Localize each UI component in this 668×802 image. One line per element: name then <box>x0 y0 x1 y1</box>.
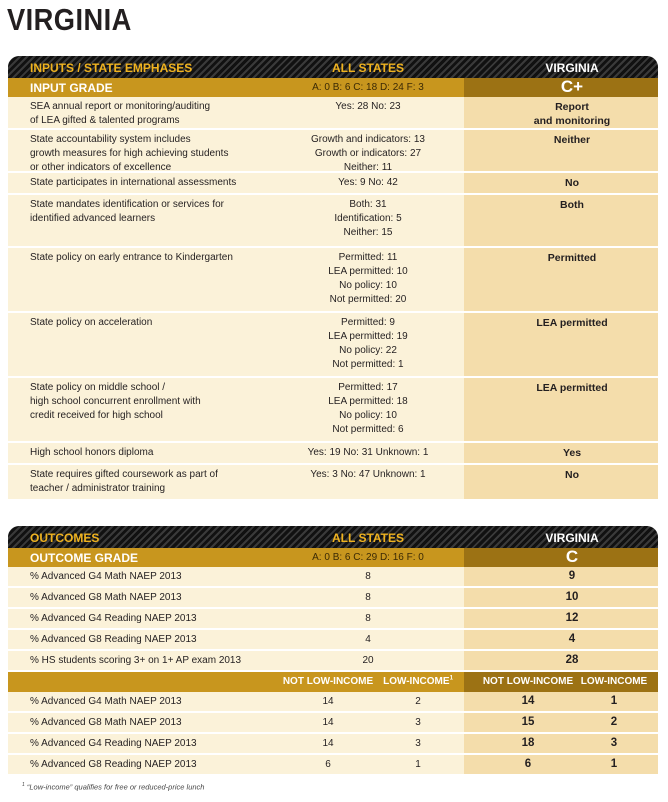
outcome-rows <box>8 567 658 672</box>
input-row <box>8 378 658 443</box>
page-title: VIRGINIA <box>7 2 132 37</box>
income-state-low: 3 <box>610 737 618 749</box>
input-row-label: State accountability system includes growth measures for high achieving students or other indicators of excellence <box>30 134 229 173</box>
outcomes-header-label: OUTCOMES <box>30 531 100 545</box>
input-grade-row <box>8 78 658 97</box>
income-state-not-low: 18 <box>521 737 535 749</box>
income-all-not-low: 14 <box>322 717 334 728</box>
input-row <box>8 465 658 501</box>
income-label: % Advanced G8 Reading NAEP 2013 <box>30 759 197 770</box>
input-row-state-value: No <box>464 465 658 499</box>
input-row-all-states: Permitted: 11 LEA permitted: 10 No policy: 10 Not permitted: 20 <box>328 252 408 305</box>
input-row <box>8 130 658 173</box>
low-income-header: LOW-INCOME$^1$ <box>383 675 453 687</box>
income-state-not-low: 6 <box>524 758 532 770</box>
income-row <box>8 692 658 713</box>
state-low-income-header: LOW-INCOME <box>580 676 648 687</box>
outcome-row <box>8 651 658 672</box>
footnote: $^1$ “Low-income” qualifies for free or reduced-price lunch <box>22 782 205 792</box>
input-row-state-value: Yes <box>464 443 658 463</box>
outcome-grade-value: C <box>565 547 579 566</box>
input-row-label: SEA annual report or monitoring/auditing of LEA gifted & talented programs <box>30 101 211 126</box>
inputs-panel <box>8 56 658 501</box>
outcome-grade-distribution: A: 0 B: 6 C: 29 D: 16 F: 0 <box>312 552 424 563</box>
input-row-all-states: Yes: 3 No: 47 Unknown: 1 <box>310 469 426 480</box>
input-row <box>8 313 658 378</box>
income-all-low: 3 <box>415 717 421 728</box>
input-row-label: State participates in international assessments <box>30 177 237 188</box>
low-income-footnote-mark: 1 <box>449 675 453 682</box>
all-states-header: ALL STATES <box>332 61 404 75</box>
input-row-all-states: Permitted: 9 LEA permitted: 19 No policy: 22 Not permitted: 1 <box>328 317 408 370</box>
income-label: % Advanced G4 Reading NAEP 2013 <box>30 738 197 749</box>
income-all-low: 1 <box>415 759 421 770</box>
all-states-header: ALL STATES <box>332 531 404 545</box>
outcome-grade-label: OUTCOME GRADE <box>30 551 138 565</box>
input-row-state-value: LEA permitted <box>464 313 658 376</box>
income-state-not-low: 14 <box>521 695 535 707</box>
income-state-not-low: 15 <box>521 716 535 728</box>
input-row <box>8 443 658 465</box>
income-row <box>8 755 658 776</box>
input-row <box>8 97 658 130</box>
input-row-all-states: Yes: 19 No: 31 Unknown: 1 <box>307 447 429 458</box>
input-row-all-states: Both: 31 Identification: 5 Neither: 15 <box>334 199 402 238</box>
income-state-low: 1 <box>610 695 618 707</box>
input-row <box>8 248 658 313</box>
input-row-label: State policy on early entrance to Kindergarten <box>30 252 233 263</box>
input-grade-label: INPUT GRADE <box>30 81 113 95</box>
outcome-row <box>8 630 658 651</box>
outcome-label: % Advanced G4 Reading NAEP 2013 <box>30 613 197 624</box>
outcome-row <box>8 567 658 588</box>
outcomes-header <box>8 526 658 548</box>
income-subheader <box>8 672 658 692</box>
outcome-all-states: 20 <box>362 655 374 666</box>
input-row-state-value: Report and monitoring <box>464 97 658 128</box>
outcome-label: % Advanced G8 Reading NAEP 2013 <box>30 634 197 645</box>
input-row-label: State policy on acceleration <box>30 317 153 328</box>
state-not-low-income-header: NOT LOW-INCOME <box>482 676 574 687</box>
outcome-state-value: 12 <box>565 612 579 624</box>
income-all-not-low: 14 <box>322 738 334 749</box>
input-row-state-value: Both <box>464 195 658 246</box>
input-row-label: State policy on middle school / high school concurrent enrollment with credit received for high school <box>30 382 201 421</box>
income-all-not-low: 14 <box>322 696 334 707</box>
income-state-low: 2 <box>610 716 618 728</box>
input-row <box>8 195 658 248</box>
state-header: VIRGINIA <box>545 61 599 75</box>
outcome-label: % HS students scoring 3+ on 1+ AP exam 2013 <box>30 655 242 666</box>
input-row-label: State requires gifted coursework as part of teacher / administrator training <box>30 469 218 494</box>
income-state-low: 1 <box>610 758 618 770</box>
outcome-all-states: 8 <box>365 613 371 624</box>
income-rows <box>8 692 658 776</box>
input-rows <box>8 97 658 501</box>
outcome-all-states: 8 <box>365 592 371 603</box>
outcome-label: % Advanced G8 Math NAEP 2013 <box>30 592 182 603</box>
outcome-state-value: 28 <box>565 654 579 666</box>
input-row-state-value: LEA permitted <box>464 378 658 441</box>
outcomes-panel <box>8 526 658 776</box>
income-label: % Advanced G4 Math NAEP 2013 <box>30 696 182 707</box>
income-all-low: 3 <box>415 738 421 749</box>
input-row-all-states: Permitted: 17 LEA permitted: 18 No policy: 10 Not permitted: 6 <box>328 382 408 435</box>
outcome-grade-row <box>8 548 658 567</box>
input-row-state-value: No <box>464 173 658 193</box>
outcome-state-value: 9 <box>568 570 576 582</box>
outcome-state-value: 10 <box>565 591 579 603</box>
input-row <box>8 173 658 195</box>
input-row-state-value: Neither <box>464 130 658 171</box>
outcome-all-states: 8 <box>365 571 371 582</box>
income-label: % Advanced G8 Math NAEP 2013 <box>30 717 182 728</box>
state-header: VIRGINIA <box>545 531 599 545</box>
input-row-all-states: Yes: 9 No: 42 <box>338 177 398 188</box>
outcome-state-value: 4 <box>568 633 576 645</box>
income-all-not-low: 6 <box>325 759 331 770</box>
outcome-label: % Advanced G4 Math NAEP 2013 <box>30 571 182 582</box>
input-row-state-value: Permitted <box>464 248 658 311</box>
outcome-row <box>8 609 658 630</box>
input-grade-distribution: A: 0 B: 6 C: 18 D: 24 F: 3 <box>312 82 424 93</box>
input-row-all-states: Yes: 28 No: 23 <box>335 101 401 112</box>
inputs-header <box>8 56 658 78</box>
input-grade-value: C+ <box>560 77 584 96</box>
input-row-label: State mandates identification or services for identified advanced learners <box>30 199 224 224</box>
inputs-header-label: INPUTS / STATE EMPHASES <box>30 61 193 75</box>
input-row-label: High school honors diploma <box>30 447 154 458</box>
not-low-income-header: NOT LOW-INCOME <box>282 676 374 687</box>
outcome-all-states: 4 <box>365 634 371 645</box>
income-row <box>8 734 658 755</box>
input-row-all-states: Growth and indicators: 13 Growth or indicators: 27 Neither: 11 <box>311 134 425 173</box>
income-all-low: 2 <box>415 696 421 707</box>
income-row <box>8 713 658 734</box>
outcome-row <box>8 588 658 609</box>
